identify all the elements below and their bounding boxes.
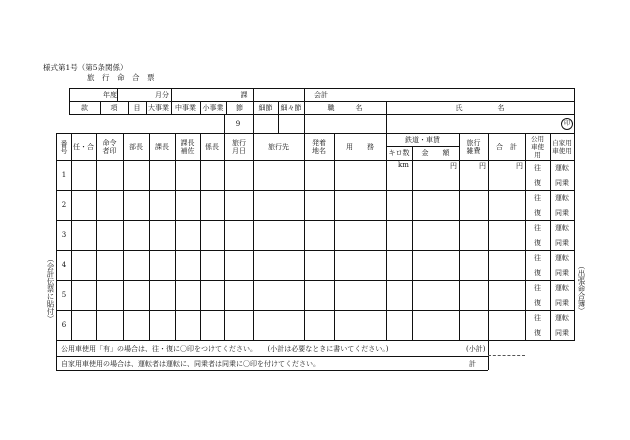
car-unten[interactable]: 運転 xyxy=(555,193,569,202)
footer-note-1: 公用車使用「有」の場合は、往・復に〇印をつけてください。 (小計は必要なときに書いてください。) xyxy=(61,345,389,353)
car-ou[interactable]: 往 xyxy=(534,283,541,292)
jikayosha-header: 自家用車使用 xyxy=(552,139,572,155)
car-unten[interactable]: 運転 xyxy=(555,283,569,292)
ryoko-zappi-header: 旅行雑費 xyxy=(466,139,481,155)
car-fuku[interactable]: 復 xyxy=(534,268,541,277)
shokumei-label: 職 名 xyxy=(327,103,363,112)
kirosu-header: キロ数 xyxy=(388,149,410,157)
kakaricho-header: 係長 xyxy=(205,143,219,151)
kacho-hosa-header: 課長補佐 xyxy=(180,139,195,155)
row-number: 1 xyxy=(61,171,67,179)
car-unten[interactable]: 運転 xyxy=(555,163,569,172)
car-ou[interactable]: 往 xyxy=(534,163,541,172)
car-ou[interactable]: 往 xyxy=(534,313,541,322)
ryoko-tsukihi-header: 旅行月日 xyxy=(232,139,246,155)
subtotal-label: (小計) xyxy=(466,345,486,353)
car-fuku[interactable]: 復 xyxy=(534,238,541,247)
total-label: 計 xyxy=(469,360,476,368)
car-unten[interactable]: 運転 xyxy=(555,223,569,232)
car-ou[interactable]: 往 xyxy=(534,193,541,202)
car-fuku[interactable]: 復 xyxy=(534,328,541,337)
getsubun-label: 月分 xyxy=(155,90,169,99)
setsu-label: 節 xyxy=(236,103,243,112)
tetsudo-header: 鉄道・車賃 xyxy=(405,136,440,144)
car-dojo[interactable]: 同乗 xyxy=(555,268,569,277)
moku-label: 目 xyxy=(133,103,141,112)
car-dojo[interactable]: 同乗 xyxy=(555,178,569,187)
gokei-yen-unit: 円 xyxy=(516,162,523,170)
bango-header: 番号 xyxy=(60,140,68,154)
saisaisetsu-label: 細々節 xyxy=(280,103,302,112)
car-dojo[interactable]: 同乗 xyxy=(555,328,569,337)
seal-icon: 印 xyxy=(561,118,573,130)
car-fuku[interactable]: 復 xyxy=(534,178,541,187)
kou-label: 項 xyxy=(110,103,118,112)
nendo-label: 年度 xyxy=(103,90,117,99)
footer-note-2: 自家用車使用の場合は、運転者は運転に、同乗者は同乗に〇印を付けてください。 xyxy=(61,360,320,368)
car-unten[interactable]: 運転 xyxy=(555,253,569,262)
row-number: 3 xyxy=(61,231,67,239)
bucho-header: 部長 xyxy=(129,143,143,151)
ka-label: 課 xyxy=(240,90,248,99)
row-number: 5 xyxy=(61,291,67,299)
setsu-value: 9 xyxy=(235,119,241,128)
kan-label: 款 xyxy=(81,103,88,112)
kacho-header: 課長 xyxy=(155,143,169,151)
meirei-header: 命令者印 xyxy=(102,139,117,155)
right-side-label: （出張命合簿） xyxy=(577,262,586,315)
car-dojo[interactable]: 同乗 xyxy=(555,238,569,247)
kingaku-yen-unit: 円 xyxy=(450,162,457,170)
nin-go-header: 任・合 xyxy=(73,143,94,151)
form-title: 旅 行 命 合 票 xyxy=(87,73,155,82)
car-dojo[interactable]: 同乗 xyxy=(555,298,569,307)
car-dojo[interactable]: 同乗 xyxy=(555,208,569,217)
row-number: 2 xyxy=(61,201,67,209)
car-ou[interactable]: 往 xyxy=(534,253,541,262)
youmu-header: 用 務 xyxy=(346,143,374,151)
kaikei-label: 会計 xyxy=(314,90,328,99)
left-side-label: （会計伝票に貼付） xyxy=(46,255,55,323)
hatchaku-header: 発着地名 xyxy=(312,139,326,155)
zappi-yen-unit: 円 xyxy=(479,162,486,170)
ryokosaki-header: 旅行先 xyxy=(268,143,289,151)
koyosha-header: 公用車使用 xyxy=(531,135,544,159)
chujigyo-label: 中事業 xyxy=(175,103,196,112)
km-unit: km xyxy=(398,161,409,169)
car-fuku[interactable]: 復 xyxy=(534,208,541,217)
shojigyo-label: 小事業 xyxy=(202,103,224,112)
form-number: 様式第1号（第5条関係） xyxy=(43,63,128,72)
gokei-header: 合 計 xyxy=(496,143,517,151)
saisetsu-label: 細節 xyxy=(258,103,273,112)
car-ou[interactable]: 往 xyxy=(534,223,541,232)
row-number: 4 xyxy=(61,261,67,269)
daijigyo-label: 大事業 xyxy=(148,103,169,112)
row-number: 6 xyxy=(61,321,67,329)
shimei-label: 氏 名 xyxy=(455,103,505,112)
car-unten[interactable]: 運転 xyxy=(555,313,569,322)
kingaku-header: 金 額 xyxy=(421,149,450,157)
car-fuku[interactable]: 復 xyxy=(534,298,541,307)
